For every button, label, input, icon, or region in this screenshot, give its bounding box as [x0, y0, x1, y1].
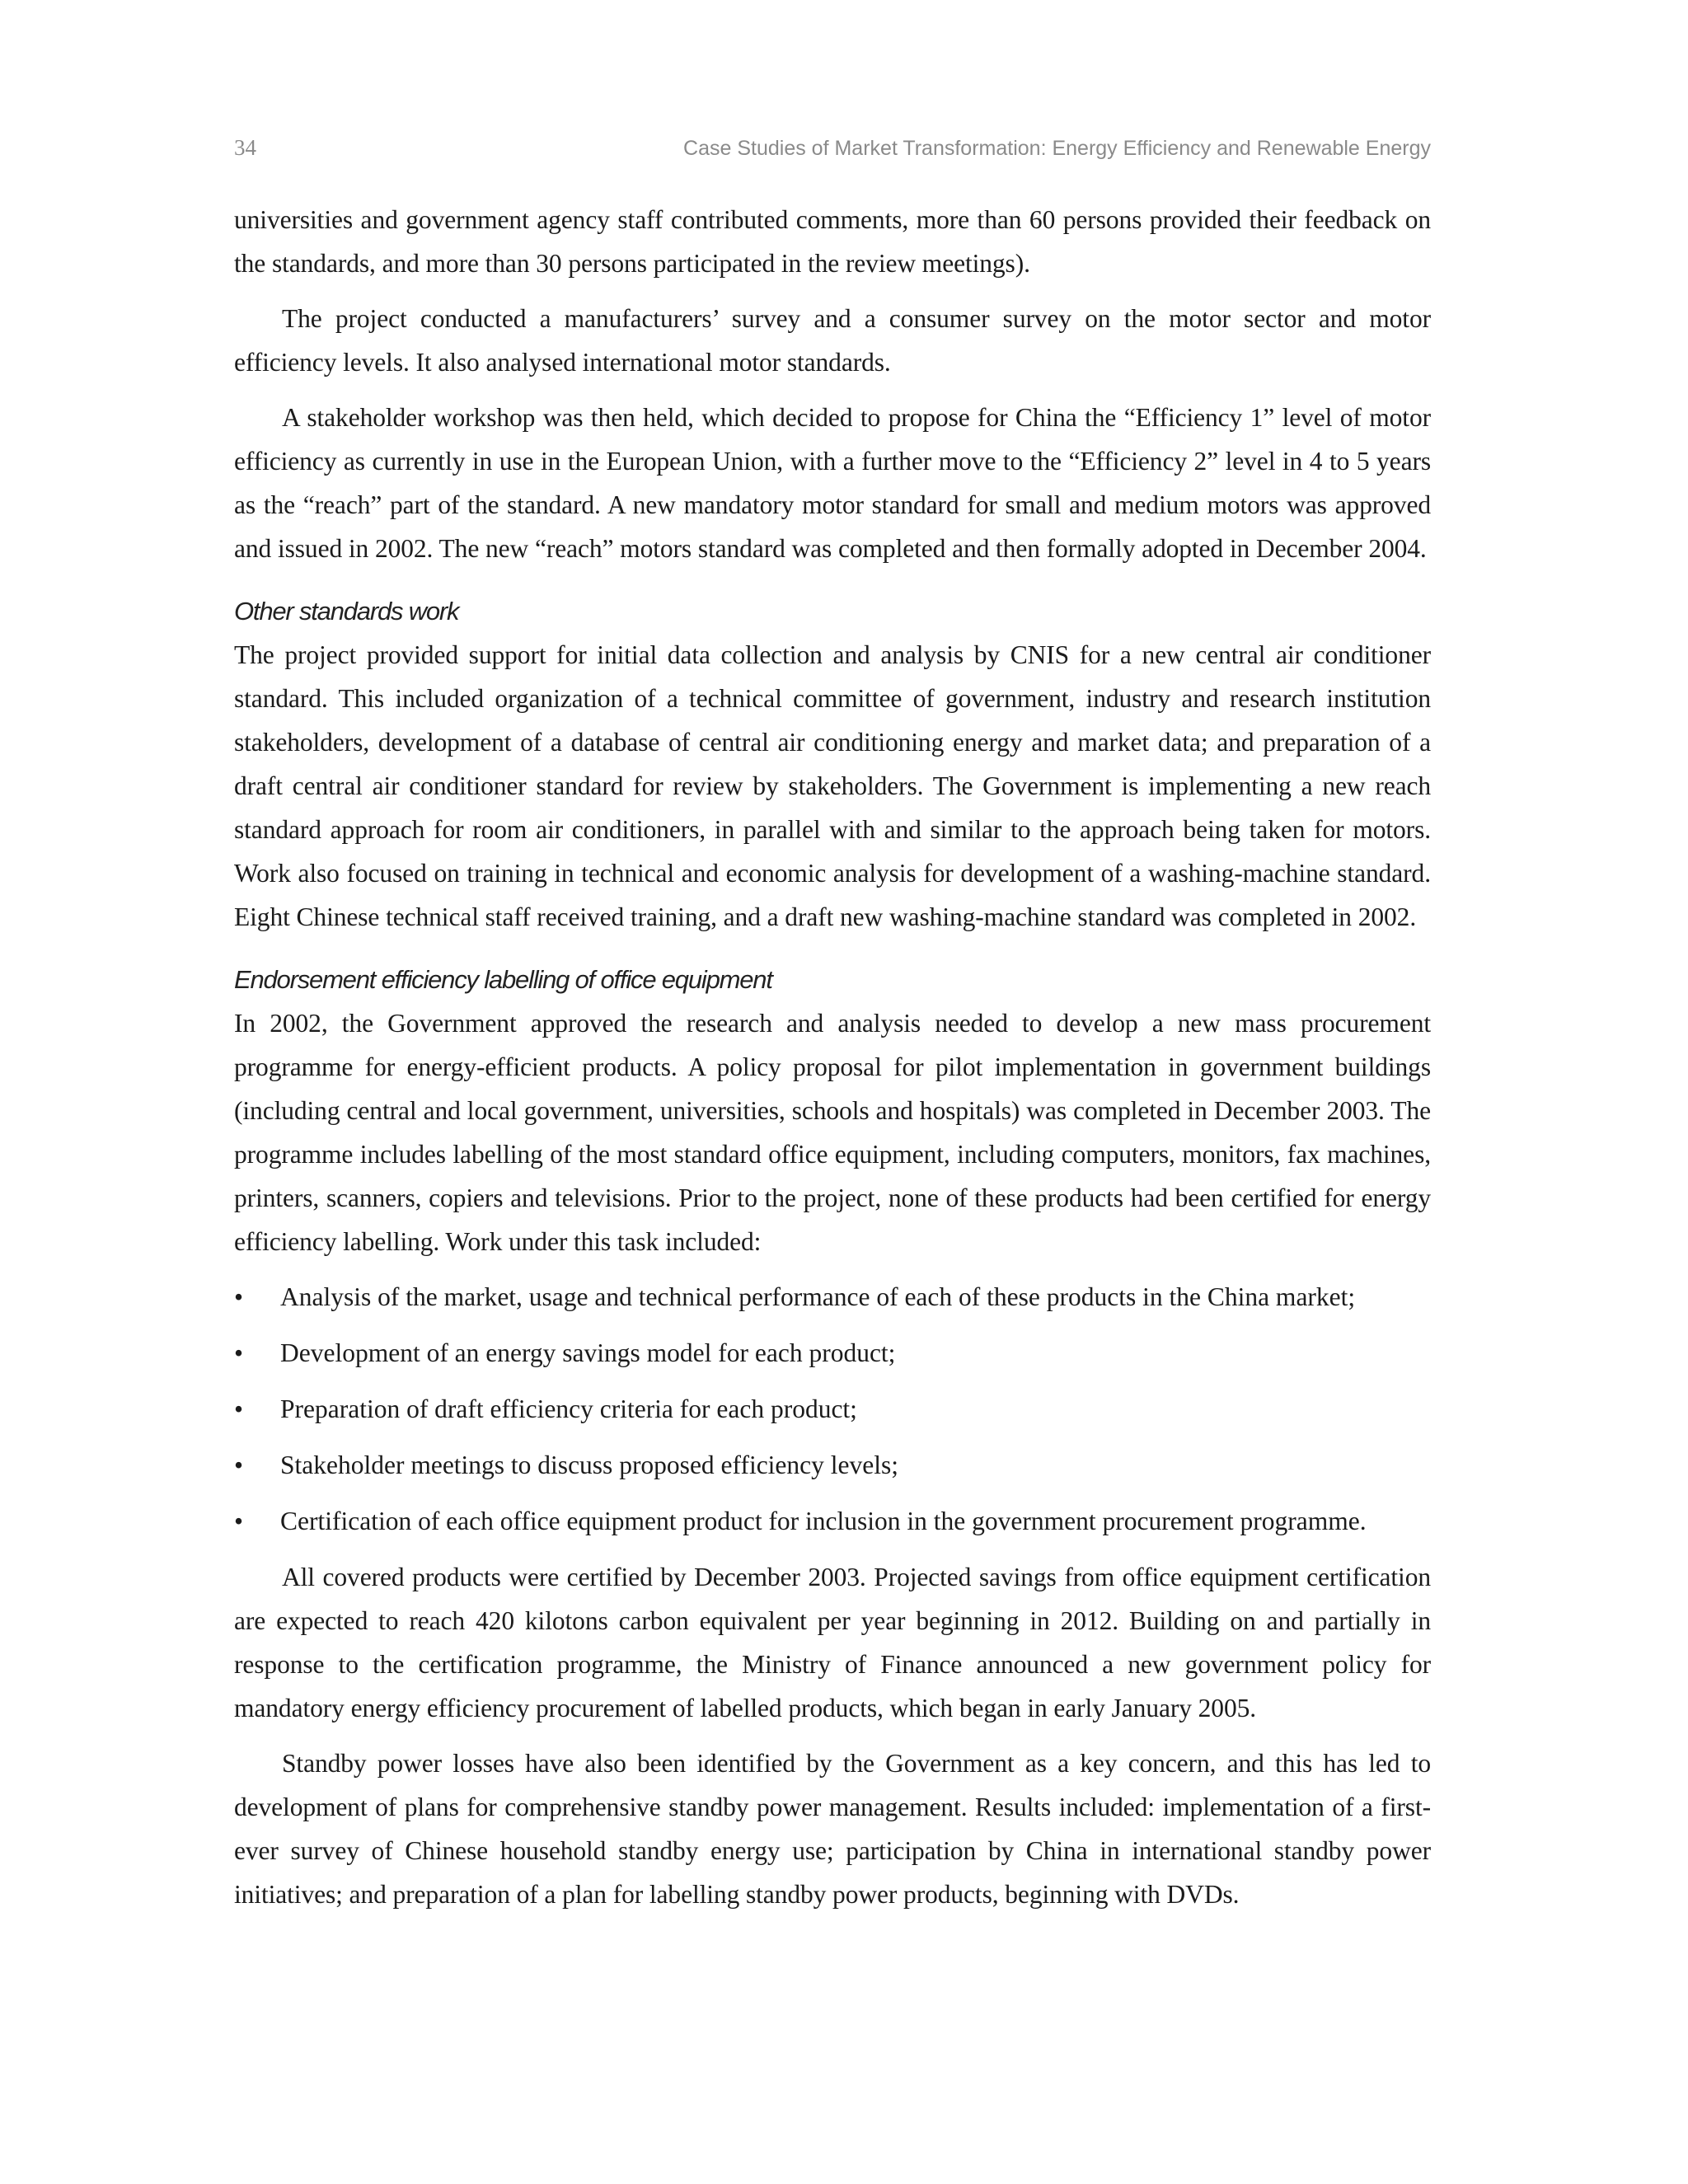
- bullet-icon: •: [234, 1338, 244, 1367]
- list-item: [234, 1499, 1431, 1543]
- list-item-text: Stakeholder meetings to discuss proposed efficiency levels;: [280, 1451, 898, 1479]
- bullet-icon: •: [234, 1507, 244, 1535]
- page-number: 34: [234, 135, 256, 160]
- bullet-icon: •: [234, 1451, 244, 1479]
- list-item: [234, 1443, 1431, 1487]
- task-bullet-list: [234, 1275, 1431, 1543]
- list-item-text: Development of an energy savings model for each product;: [280, 1338, 896, 1367]
- paragraph-endorsement: In 2002, the Government approved the research and analysis needed to develop a new mass procurement programme for energy-efficient products. A policy proposal for pilot implementation in government buildings (including central and local government, universities, schools and hospitals) was completed in December 2003. The programme includes labelling of the most standard office equipment, including computers, monitors, fax machines, printers, scanners, copiers and televisions. Prior to the project, none of these products had been certified for energy efficiency labelling. Work under this task included:: [234, 1009, 1431, 1256]
- list-item-text: Certification of each office equipment product for inclusion in the government procurement programme.: [280, 1507, 1367, 1535]
- bullet-icon: •: [234, 1282, 244, 1311]
- list-item-text: Preparation of draft efficiency criteria for each product;: [280, 1394, 857, 1423]
- list-item: [234, 1387, 1431, 1431]
- paragraph-survey: The project conducted a manufacturers’ survey and a consumer survey on the motor sector and motor efficiency levels. It also analysed international motor standards.: [234, 304, 1431, 377]
- list-item-text: Analysis of the market, usage and technical performance of each of these products in the China market;: [280, 1282, 1356, 1311]
- list-item: [234, 1275, 1431, 1319]
- bullet-icon: •: [234, 1394, 244, 1423]
- section-heading-other-standards: Other standards work: [234, 597, 459, 626]
- running-header-title: Case Studies of Market Transformation: Energy Efficiency and Renewable Energy: [683, 137, 1431, 160]
- paragraph-standby-power: Standby power losses have also been identified by the Government as a key concern, and this has led to development of plans for comprehensive standby power management. Results included: implementation of a first-ever survey of Chinese household standby energy use; participation by China in international standby power initiatives; and preparation of a plan for labelling standby power products, beginning with DVDs.: [234, 1749, 1431, 1909]
- paragraph-certification-results: All covered products were certified by December 2003. Projected savings from office equipment certification are expected to reach 420 kilotons carbon equivalent per year beginning in 2012. Building on and partially in response to the certification programme, the Ministry of Finance announced a new government policy for mandatory energy efficiency procurement of labelled products, which began in early January 2005.: [234, 1563, 1431, 1722]
- paragraph-other-standards: The project provided support for initial data collection and analysis by CNIS for a new central air conditioner standard. This included organization of a technical committee of government, industry and research institution stakeholders, development of a database of central air conditioning energy and market data; and preparation of a draft central air conditioner standard for review by stakeholders. The Government is implementing a new reach standard approach for room air conditioners, in parallel with and similar to the approach being taken for motors. Work also focused on training in technical and economic analysis for development of a washing-machine standard. Eight Chinese technical staff received training, and a draft new washing-machine standard was completed in 2002.: [234, 640, 1431, 931]
- paragraph-stakeholder-workshop: A stakeholder workshop was then held, which decided to propose for China the “Efficiency 1” level of motor efficiency as currently in use in the European Union, with a further move to the “Efficiency 2” level in 4 to 5 years as the “reach” part of the standard. A new mandatory motor standard for small and medium motors was approved and issued in 2002. The new “reach” motors standard was completed and then formally adopted in December 2004.: [234, 403, 1431, 563]
- paragraph-continuation: universities and government agency staff contributed comments, more than 60 persons provided their feedback on the standards, and more than 30 persons participated in the review meetings).: [234, 205, 1431, 278]
- running-header: [234, 135, 1431, 168]
- body-text: [234, 198, 1431, 1916]
- section-heading-endorsement: Endorsement efficiency labelling of office equipment: [234, 965, 772, 994]
- list-item: [234, 1331, 1431, 1375]
